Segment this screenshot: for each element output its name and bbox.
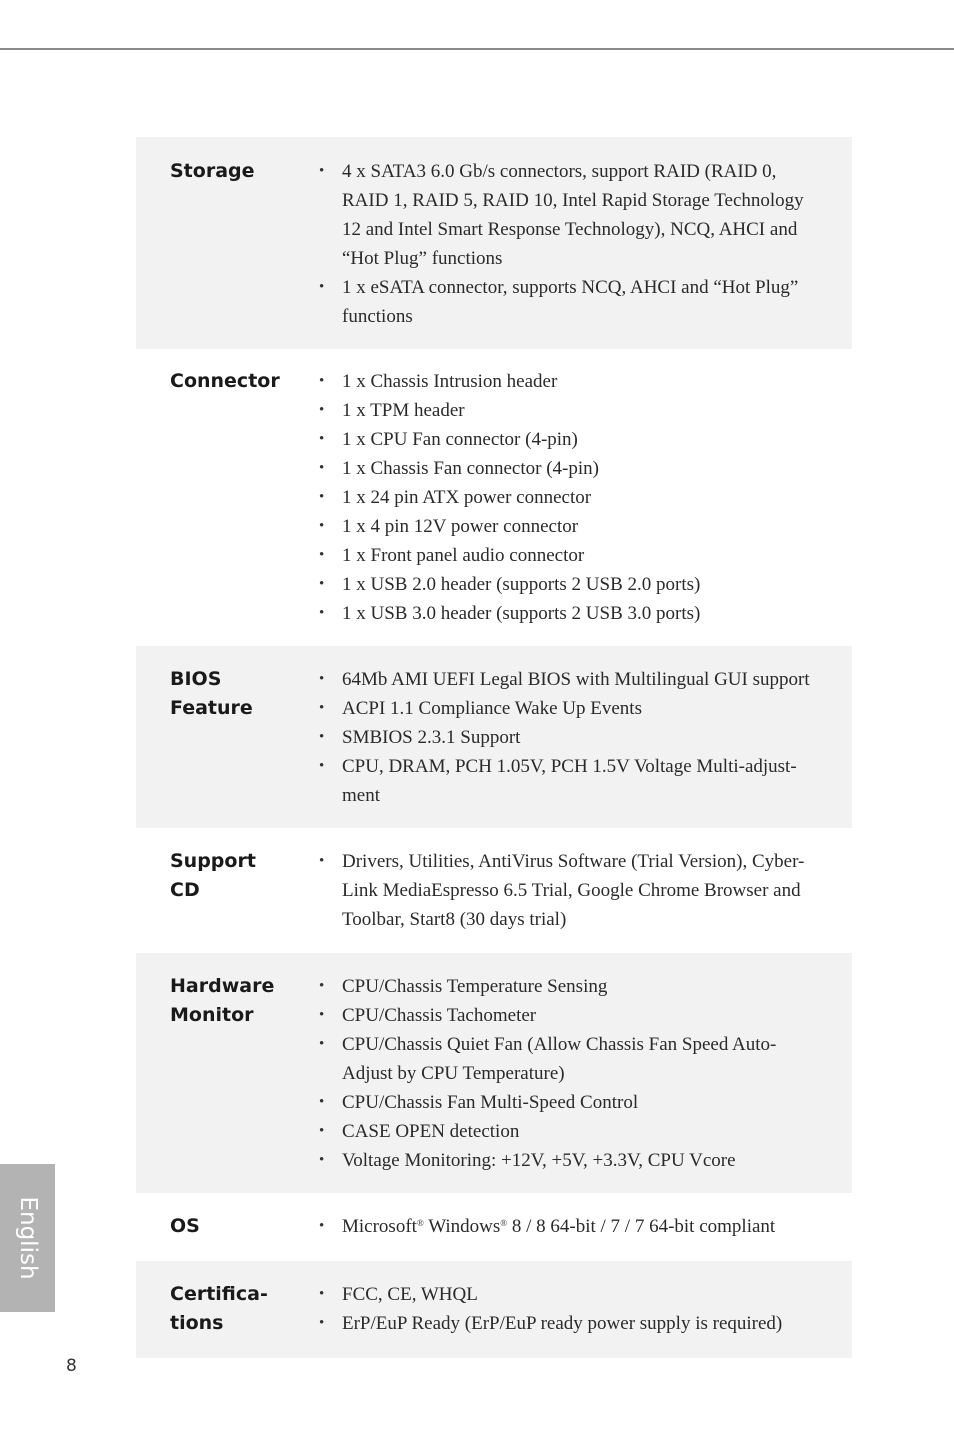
spec-item: • 64Mb AMI UEFI Legal BIOS with Multilingual GUI support: [319, 665, 839, 694]
spec-item: • 1 x 4 pin 12V power connector: [319, 512, 839, 541]
spec-item: • Microsoft® Windows® 8 / 8 64-bit / 7 / 7 64-bit compliant: [319, 1212, 839, 1241]
spec-items: [319, 972, 839, 1175]
spec-item: • CPU/Chassis Tachometer: [319, 1001, 839, 1030]
spec-item: • 1 x Chassis Fan connector (4-pin): [319, 454, 839, 483]
language-tab-label: English: [14, 1196, 41, 1280]
spec-item: • CPU/Chassis Fan Multi-Speed Control: [319, 1088, 839, 1117]
spec-items: [319, 157, 839, 331]
row-label: Support CD: [170, 850, 256, 901]
spec-item: • Voltage Monitoring: +12V, +5V, +3.3V, CPU Vcore: [319, 1146, 839, 1175]
row-label: Hardware Monitor: [170, 975, 275, 1026]
spec-item: • CASE OPEN detection: [319, 1117, 839, 1146]
row-label: Certifica- tions: [170, 1283, 268, 1334]
row-label: OS: [170, 1215, 200, 1237]
spec-table: [136, 137, 852, 1358]
row-label: Storage: [170, 160, 255, 182]
spec-item: • 1 x Front panel audio connector: [319, 541, 839, 570]
spec-item: • SMBIOS 2.3.1 Support: [319, 723, 839, 752]
spec-row-connector: [136, 349, 852, 646]
spec-row-bios-feature: [136, 646, 852, 828]
spec-item: • FCC, CE, WHQL: [319, 1280, 839, 1309]
spec-item: • 1 x TPM header: [319, 396, 839, 425]
spec-row-os: [136, 1193, 852, 1261]
spec-items: [319, 665, 839, 810]
spec-item: • 1 x eSATA connector, supports NCQ, AHCI and “Hot Plug” functions: [319, 273, 839, 331]
spec-item: • 1 x Chassis Intrusion header: [319, 367, 839, 396]
spec-row-hardware-monitor: [136, 953, 852, 1193]
spec-item: • 1 x 24 pin ATX power connector: [319, 483, 839, 512]
spec-item: • 1 x USB 3.0 header (supports 2 USB 3.0 ports): [319, 599, 839, 628]
row-label: Connector: [170, 370, 280, 392]
spec-items: [319, 367, 839, 628]
spec-row-support-cd: [136, 828, 852, 953]
header-rule: [0, 48, 954, 50]
spec-item: • 1 x CPU Fan connector (4-pin): [319, 425, 839, 454]
spec-item: • ErP/EuP Ready (ErP/EuP ready power supply is required): [319, 1309, 839, 1338]
spec-items: [319, 1280, 839, 1338]
spec-items: [319, 1212, 839, 1241]
language-tab: [0, 1164, 55, 1312]
spec-item: • 4 x SATA3 6.0 Gb/s connectors, support RAID (RAID 0, RAID 1, RAID 5, RAID 10, Intel Rapid Storage Technology 12 and Intel Smart Response Technology), NCQ, AHCI and “Hot Plug” functions: [319, 157, 839, 273]
spec-row-certifications: [136, 1261, 852, 1358]
spec-item: • CPU, DRAM, PCH 1.05V, PCH 1.5V Voltage Multi-adjust- ment: [319, 752, 839, 810]
spec-item: • Drivers, Utilities, AntiVirus Software (Trial Version), Cyber- Link MediaEspresso 6.5 Trial, Google Chrome Browser and Toolbar, Start8 (30 days trial): [319, 847, 839, 934]
spec-item: • CPU/Chassis Quiet Fan (Allow Chassis Fan Speed Auto- Adjust by CPU Temperature): [319, 1030, 839, 1088]
spec-item: • CPU/Chassis Temperature Sensing: [319, 972, 839, 1001]
spec-item: • 1 x USB 2.0 header (supports 2 USB 2.0 ports): [319, 570, 839, 599]
row-label: BIOS Feature: [170, 668, 253, 719]
spec-items: [319, 847, 839, 934]
spec-item: • ACPI 1.1 Compliance Wake Up Events: [319, 694, 839, 723]
spec-row-storage: [136, 137, 852, 349]
page-number: 8: [66, 1356, 77, 1376]
